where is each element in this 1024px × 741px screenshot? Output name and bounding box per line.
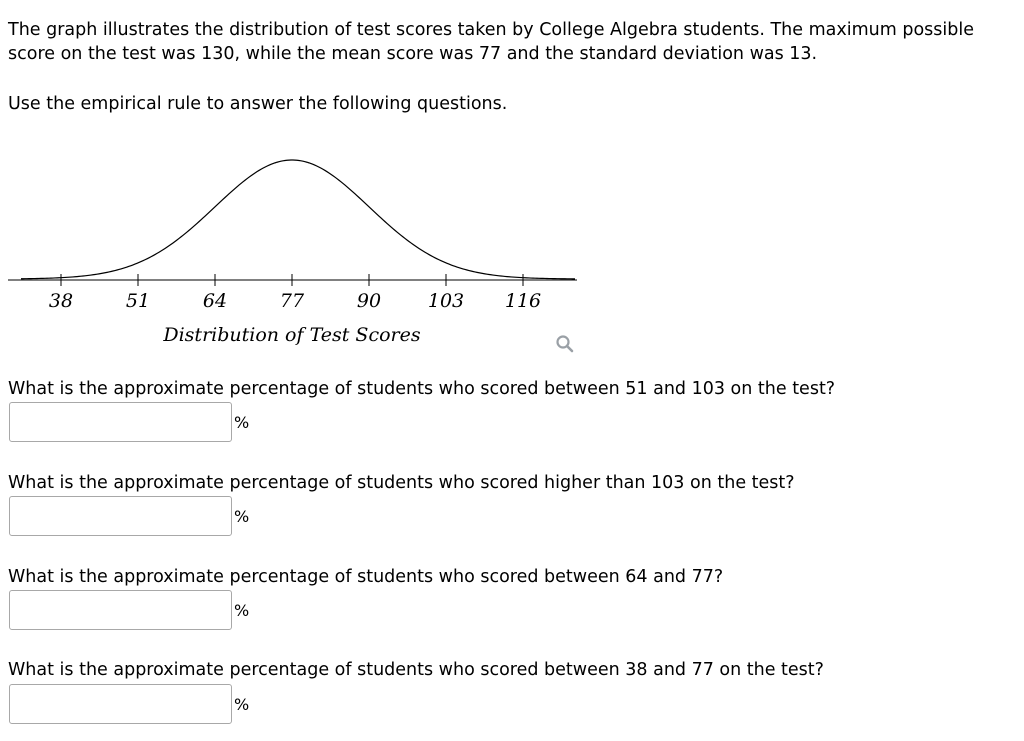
x-axis-label: Distribution of Test Scores bbox=[163, 324, 421, 346]
x-tick-label-51: 51 bbox=[125, 290, 151, 312]
normal-distribution-chart bbox=[0, 150, 600, 350]
answer-4-unit: % bbox=[234, 695, 250, 714]
x-tick-label-116: 116 bbox=[504, 290, 542, 312]
magnifier-icon[interactable] bbox=[553, 332, 577, 356]
question-4-text: What is the approximate percentage of students who scored between 38 and 77 on the test? bbox=[8, 660, 824, 680]
answer-4-input[interactable] bbox=[9, 684, 232, 724]
problem-intro: The graph illustrates the distribution of test scores taken by College Algebra students. The maximum possible score on the test was 130, while the mean score was 77 and the standard deviation was 13. bbox=[8, 20, 974, 64]
x-tick-label-90: 90 bbox=[356, 290, 382, 312]
x-tick-label-103: 103 bbox=[427, 290, 465, 312]
answer-1-input[interactable] bbox=[9, 402, 232, 442]
question-3-text: What is the approximate percentage of students who scored between 64 and 77? bbox=[8, 567, 724, 587]
question-1-text: What is the approximate percentage of students who scored between 51 and 103 on the test? bbox=[8, 379, 836, 399]
instruction-text: Use the empirical rule to answer the following questions. bbox=[8, 94, 508, 114]
answer-3-unit: % bbox=[234, 601, 250, 620]
answer-2-unit: % bbox=[234, 507, 250, 526]
x-tick-label-64: 64 bbox=[202, 290, 228, 312]
answer-3-input[interactable] bbox=[9, 590, 232, 630]
question-2-text: What is the approximate percentage of students who scored higher than 103 on the test? bbox=[8, 473, 795, 493]
answer-1-unit: % bbox=[234, 413, 250, 432]
normal-curve bbox=[21, 160, 575, 279]
x-tick-label-77: 77 bbox=[279, 290, 305, 312]
x-tick-label-38: 38 bbox=[48, 290, 74, 312]
answer-2-input[interactable] bbox=[9, 496, 232, 536]
